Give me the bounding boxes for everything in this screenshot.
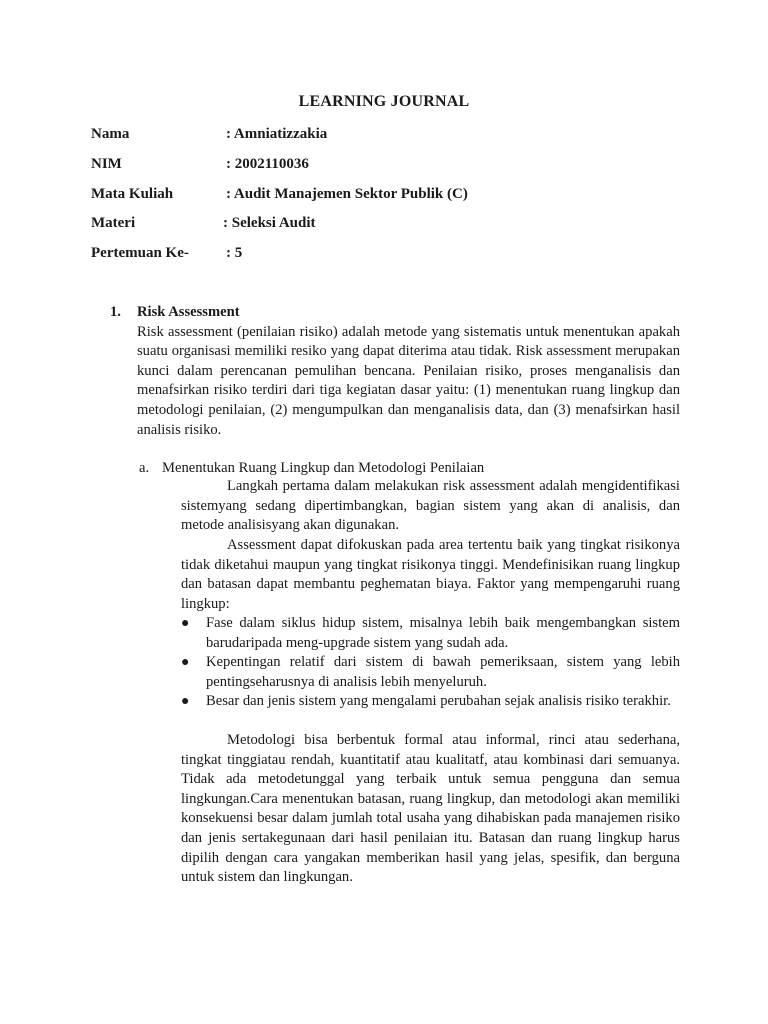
field-materi (91, 213, 691, 233)
list-item-text: Fase dalam siklus hidup sistem, misalnya lebih baik mengembangkan sistem barudaripada meng-upgrade sistem yang sudah ada. (206, 615, 680, 651)
section-heading: Risk Assessment (137, 304, 240, 320)
bullet-icon: ● (181, 694, 190, 710)
field-value: : Seleksi Audit (223, 215, 316, 231)
section-number: 1. (110, 304, 121, 320)
scope-factors-list (181, 614, 680, 712)
paragraph-assessment: Assessment dapat difokuskan pada area tertentu baik yang tingkat risikonya tidak diketahui maupun yang tingkat risikonya tinggi. Mendefinisikan ruang lingkup dan batasan dapat membantu peghematan biaya. Faktor yang mempengaruhi ruang lingkup: (181, 537, 680, 612)
list-item (181, 653, 680, 692)
list-item-text: Kepentingan relatif dari sistem di bawah pemeriksaan, sistem yang lebih pentingseharusnya di analisis lebih menyeluruh. (206, 654, 680, 690)
field-mata-kuliah (91, 184, 691, 204)
list-item (181, 692, 680, 712)
field-value: : 2002110036 (226, 156, 309, 172)
document-title: LEARNING JOURNAL (298, 93, 470, 110)
bullet-icon: ● (181, 655, 190, 671)
field-nim (91, 154, 691, 174)
bullet-icon: ● (181, 616, 190, 631)
field-value: : Amniatizzakia (226, 126, 328, 142)
paragraph-metodologi: Metodologi bisa berbentuk formal atau informal, rinci atau sederhana, tingkat tinggiatau rendah, kuantitatif atau kualitatf, atau kombinasi dari semuanya. Tidak ada metodetunggal yang terbaik untuk semua pengguna dan semua lingkungan.Cara menentukan batasan, ruang lingkup, dan metodologi akan memiliki konsekuensi besar dalam jumlah total usaha yang dihabiskan pada manajemen risiko dan jenis sertakegunaan dari hasil penilaian itu. Batasan dan ruang lingkup harus dipilih dengan cara yangakan memberikan hasil yang jelas, spesifik, dan berguna untuk sistem dan lingkungan. (181, 732, 680, 886)
field-nama (91, 124, 691, 144)
paragraph-langkah: Langkah pertama dalam melakukan risk assessment adalah mengidentifikasi sistemyang sedang dipertimbangkan, bagian sistem yang akan di analisis, dan metode analisisyang akan digunakan. (181, 478, 680, 534)
field-value: : 5 (226, 245, 243, 261)
field-label: Materi (91, 215, 136, 231)
field-label: Nama (91, 126, 130, 142)
list-item (181, 614, 680, 653)
field-label: NIM (91, 156, 122, 172)
field-pertemuan (91, 243, 691, 263)
list-item-text: Besar dan jenis sistem yang mengalami perubahan sejak analisis risiko terakhir. (206, 693, 671, 710)
section-paragraph: Risk assessment (penilaian risiko) adalah metode yang sistematis untuk menentukan apakah suatu organisasi memiliki resiko yang dapat diterima atau tidak. Risk assessment merupakan kunci dalam perencanan pemulihan bencana. Penilaian risiko, proses menganalisis dan menafsirkan risiko terdiri dari tiga kegiatan dasar yaitu: (1) menentukan ruang lingkup dan metodologi penilaian, (2) mengumpulkan dan menganalisis data, dan (3) menafsirkan hasil analisis risiko. (137, 323, 680, 438)
field-label: Mata Kuliah (91, 186, 174, 202)
field-label: Pertemuan Ke- (91, 245, 189, 261)
field-value: : Audit Manajemen Sektor Publik (C) (226, 186, 468, 202)
subsection-heading: Menentukan Ruang Lingkup dan Metodologi Penilaian (162, 460, 485, 476)
subsection-letter: a. (139, 460, 150, 476)
